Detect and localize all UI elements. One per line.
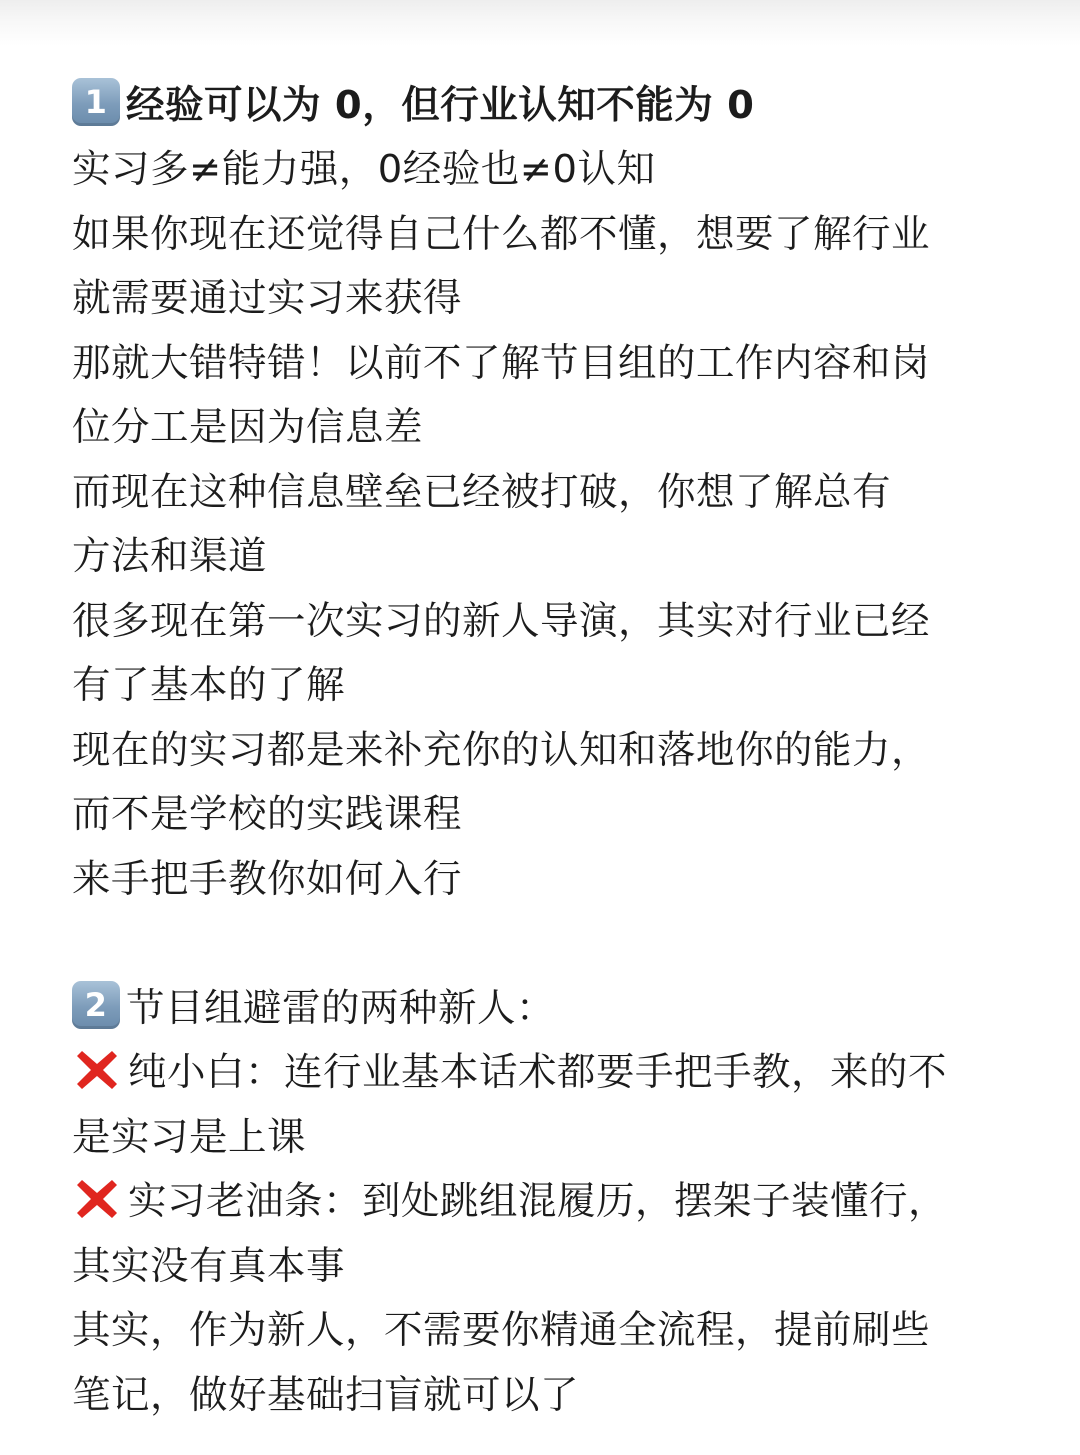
paragraph-line: 那就大错特错！以前不了解节目组的工作内容和岗	[72, 340, 931, 386]
paragraph-line: 就需要通过实习来获得	[72, 276, 463, 322]
paragraph-line: 如果你现在还觉得自己什么都不懂，想要了解行业	[72, 211, 931, 257]
cross-mark-icon	[72, 1174, 122, 1224]
list-item	[72, 1038, 1012, 1103]
paragraph-line: 其实，作为新人，不需要你精通全流程，提前刷些	[72, 1308, 931, 1354]
keycap-1-icon: 1	[72, 78, 120, 126]
blank-line	[72, 909, 1012, 974]
paragraph-line: 笔记，做好基础扫盲就可以了	[72, 1372, 580, 1418]
paragraph-line: 位分工是因为信息差	[72, 405, 424, 451]
list-item	[72, 1167, 1012, 1232]
list-item-text: 实习老油条：到处跳组混履历，摆架子装懂行，	[128, 1179, 948, 1225]
paragraph-line: 方法和渠道	[72, 534, 268, 580]
paragraph-line: 其实没有真本事	[72, 1243, 346, 1289]
cross-mark-icon	[72, 1045, 122, 1095]
paragraph-line: 很多现在第一次实习的新人导演，其实对行业已经	[72, 598, 931, 644]
paragraph-line: 现在的实习都是来补充你的认知和落地你的能力，	[72, 727, 931, 773]
keycap-2-icon: 2	[72, 981, 120, 1029]
paragraph-line: 而现在这种信息壁垒已经被打破，你想了解总有	[72, 469, 892, 515]
section1-heading-text: 经验可以为 0，但行业认知不能为 0	[126, 82, 755, 128]
paragraph-line: 实习多≠能力强，0经验也≠0认知	[72, 147, 656, 193]
section2-heading	[72, 973, 1012, 1038]
paragraph-line: 是实习是上课	[72, 1114, 307, 1160]
list-item-text: 纯小白：连行业基本话术都要手把手教，来的不	[128, 1050, 948, 1096]
section2-heading-text: 节目组避雷的两种新人：	[126, 985, 556, 1031]
paragraph-line: 有了基本的了解	[72, 663, 346, 709]
paragraph-line: 来手把手教你如何入行	[72, 856, 463, 902]
paragraph-line: 而不是学校的实践课程	[72, 792, 463, 838]
note-content	[72, 70, 1012, 1425]
section1-heading	[72, 70, 1012, 135]
